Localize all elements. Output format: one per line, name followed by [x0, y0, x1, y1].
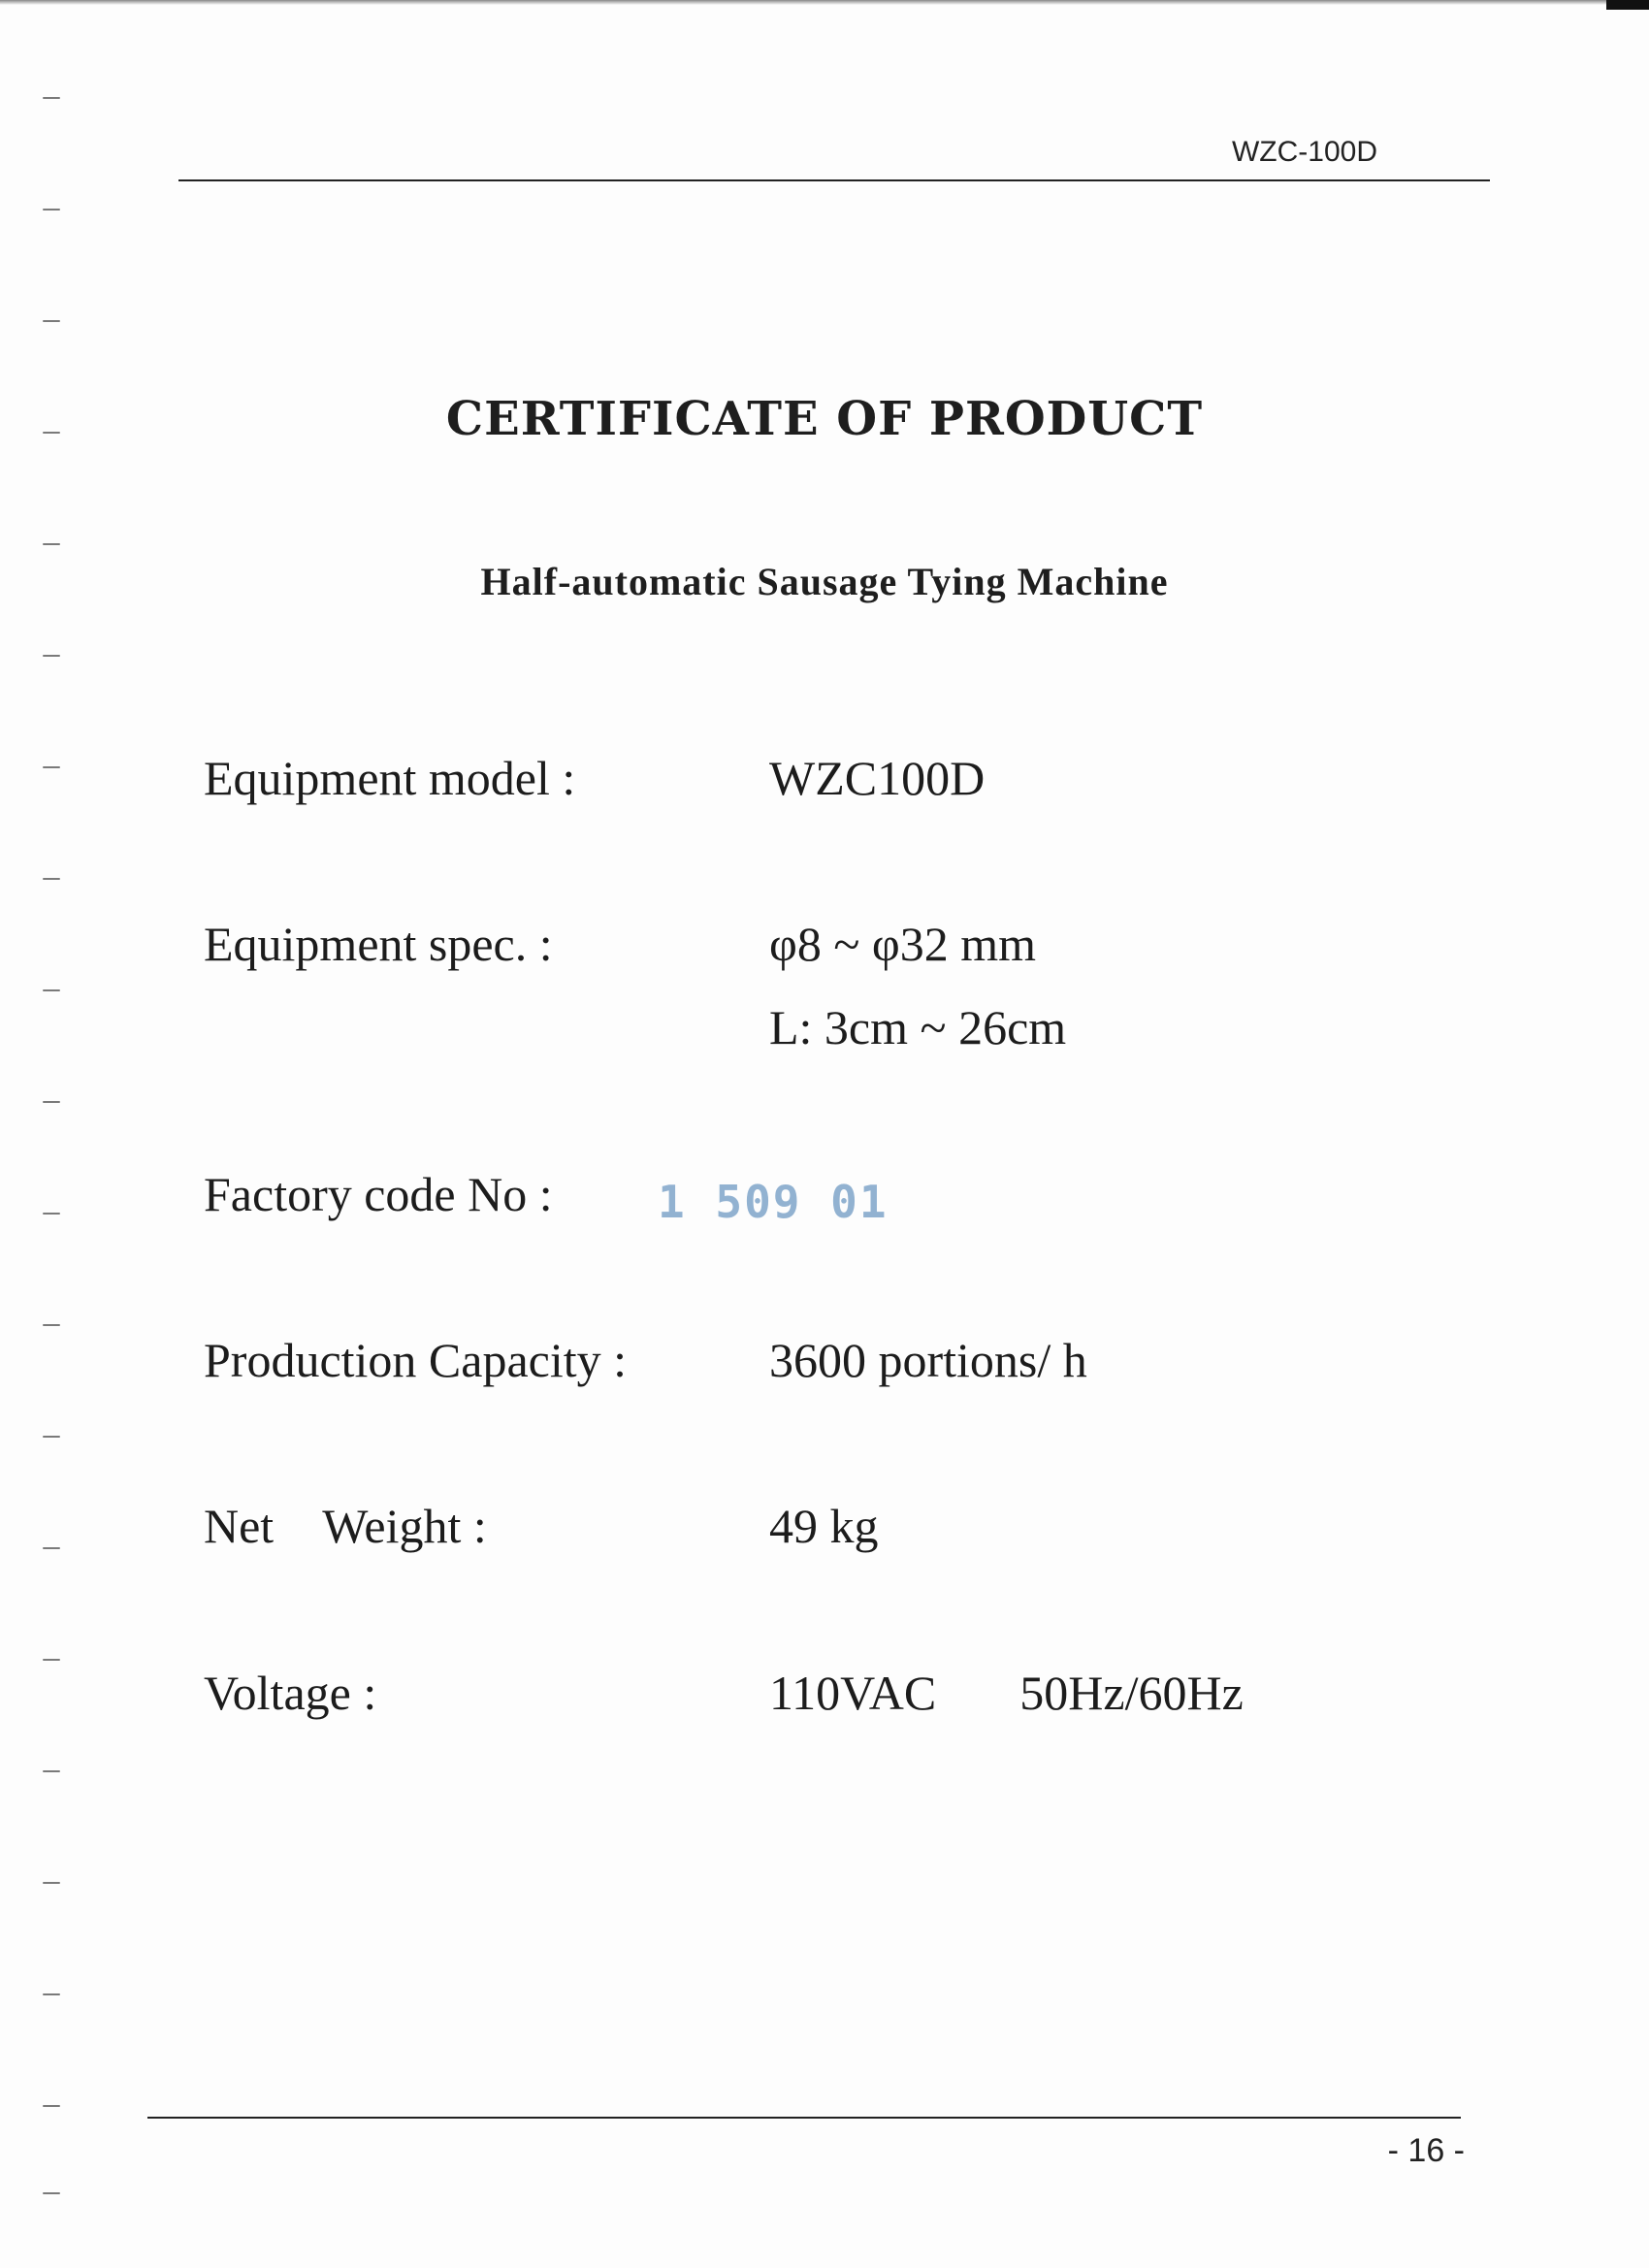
page-number: - 16 -: [1387, 2132, 1465, 2169]
voltage-label: Voltage :: [204, 1666, 377, 1720]
equipment-model-label: Equipment model :: [204, 751, 576, 805]
voltage-value-vac: 110VAC: [769, 1666, 937, 1720]
footer-rule: [147, 2117, 1461, 2119]
equipment-model-value: WZC100D: [769, 751, 986, 805]
factory-code-stamp: 1 509 01: [658, 1176, 889, 1228]
scan-corner-mark: [1606, 0, 1649, 10]
document-title: CERTIFICATE OF PRODUCT: [445, 392, 1204, 446]
production-capacity-value: 3600 portions/ h: [769, 1333, 1087, 1387]
net-weight-value: 49 kg: [769, 1499, 879, 1553]
header-model-code: WZC-100D: [1231, 136, 1377, 168]
equipment-spec-diameter-value: φ8 ~ φ32 mm: [769, 917, 1037, 971]
equipment-spec-label: Equipment spec. :: [204, 917, 553, 971]
header-rule: [178, 179, 1490, 181]
voltage-value-frequency: 50Hz/60Hz: [1019, 1666, 1244, 1720]
equipment-spec-length-value: L: 3cm ~ 26cm: [769, 1000, 1067, 1054]
factory-code-label: Factory code No :: [204, 1167, 553, 1221]
production-capacity-label: Production Capacity :: [204, 1333, 628, 1387]
document-subtitle: Half-automatic Sausage Tying Machine: [480, 560, 1169, 603]
scan-top-edge: [0, 0, 1649, 5]
voltage-value: [769, 1666, 1244, 1720]
net-weight-label: Net Weight :: [204, 1499, 487, 1553]
